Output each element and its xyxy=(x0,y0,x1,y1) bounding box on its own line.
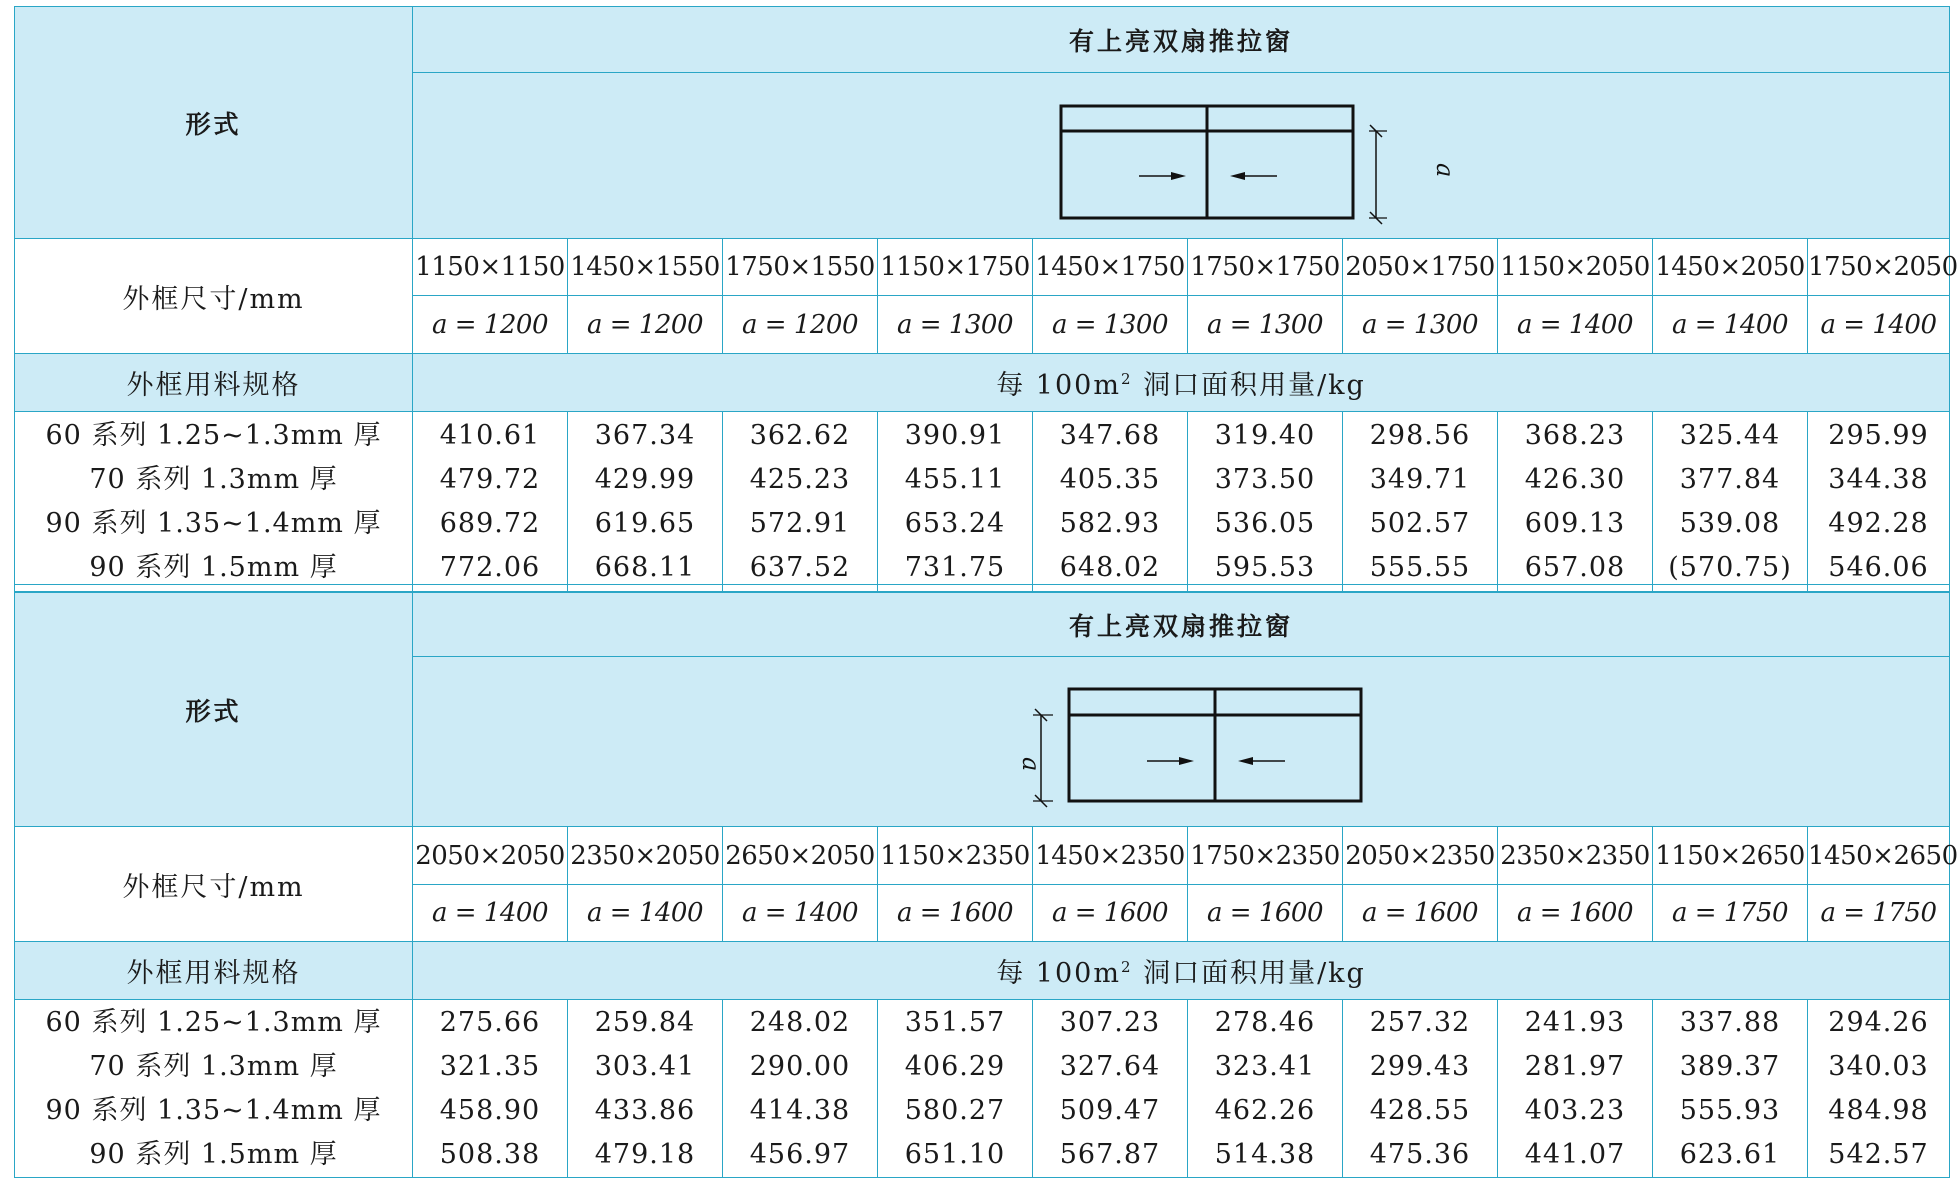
value-column: 278.46 323.41 462.26 514.38 xyxy=(1188,1000,1343,1178)
size-cell: 1450×2050 xyxy=(1653,239,1808,296)
series-label: 70 系列 1.3mm 厚 xyxy=(89,463,338,495)
value-column: 295.99 344.38 492.28 546.06 xyxy=(1808,412,1950,592)
a-value-cell: a = 1300 xyxy=(1033,296,1188,354)
a-value-cell: a = 1200 xyxy=(413,296,568,354)
a-value-cell: a = 1600 xyxy=(1498,885,1653,942)
size-cell: 1450×1550 xyxy=(568,239,723,296)
value-column: 319.40 373.50 536.05 595.53 xyxy=(1188,412,1343,592)
value-column: 390.91 455.11 653.24 731.75 xyxy=(878,412,1033,592)
value-column: 337.88 389.37 555.93 623.61 xyxy=(1653,1000,1808,1178)
value-column: 259.84 303.41 433.86 479.18 xyxy=(568,1000,723,1178)
frame-size-label: 外框尺寸/mm xyxy=(15,239,413,354)
a-value-cell: a = 1600 xyxy=(1188,885,1343,942)
window-table-2 xyxy=(14,592,1958,1178)
value-column: 347.68 405.35 582.93 648.02 xyxy=(1033,412,1188,592)
a-value-cell: a = 1750 xyxy=(1653,885,1808,942)
value-column: 275.66 321.35 458.90 508.38 xyxy=(413,1000,568,1178)
panel-divider xyxy=(14,584,1949,585)
value-column: 307.23 327.64 509.47 567.87 xyxy=(1033,1000,1188,1178)
size-cell: 2650×2050 xyxy=(723,827,878,885)
value-column: 257.32 299.43 428.55 475.36 xyxy=(1343,1000,1498,1178)
form-label: 形式 xyxy=(15,7,413,239)
size-cell: 2350×2050 xyxy=(568,827,723,885)
size-cell: 1750×2350 xyxy=(1188,827,1343,885)
value-column: 298.56 349.71 502.57 555.55 xyxy=(1343,412,1498,592)
series-label: 60 系列 1.25~1.3mm 厚 xyxy=(45,1006,382,1038)
size-cell: 2050×1750 xyxy=(1343,239,1498,296)
dim-label-a: a xyxy=(1017,756,1045,771)
value-column: 362.62 425.23 572.91 637.52 xyxy=(723,412,878,592)
series-label: 60 系列 1.25~1.3mm 厚 xyxy=(45,419,382,451)
window-table-1 xyxy=(14,6,1958,592)
series-column xyxy=(15,1000,413,1178)
a-value-cell: a = 1300 xyxy=(1343,296,1498,354)
value-column: 368.23 426.30 609.13 657.08 xyxy=(1498,412,1653,592)
a-value-cell: a = 1600 xyxy=(1033,885,1188,942)
value-column: 241.93 281.97 403.23 441.07 xyxy=(1498,1000,1653,1178)
frame-size-label: 外框尺寸/mm xyxy=(15,827,413,942)
size-cell: 1450×1750 xyxy=(1033,239,1188,296)
value-column: 248.02 290.00 414.38 456.97 xyxy=(723,1000,878,1178)
a-value-cell: a = 1400 xyxy=(1498,296,1653,354)
value-column: 351.57 406.29 580.27 651.10 xyxy=(878,1000,1033,1178)
window-type-title: 有上亮双扇推拉窗 xyxy=(413,7,1950,73)
usage-label: 每 $100m^2$ 洞口面积用量/kg xyxy=(413,942,1950,1000)
a-value-cell: a = 1400 xyxy=(1808,296,1950,354)
size-cell: 1450×2350 xyxy=(1033,827,1188,885)
series-label: 90 系列 1.35~1.4mm 厚 xyxy=(45,507,382,539)
a-value-cell: a = 1400 xyxy=(1653,296,1808,354)
size-cell: 2050×2350 xyxy=(1343,827,1498,885)
series-label: 70 系列 1.3mm 厚 xyxy=(89,1050,338,1082)
a-value-cell: a = 1300 xyxy=(878,296,1033,354)
series-label: 90 系列 1.35~1.4mm 厚 xyxy=(45,1094,382,1126)
a-value-cell: a = 1400 xyxy=(723,885,878,942)
size-cell: 1150×1150 xyxy=(413,239,568,296)
size-cell: 2350×2350 xyxy=(1498,827,1653,885)
size-cell: 1750×1550 xyxy=(723,239,878,296)
size-cell: 1450×2650 xyxy=(1808,827,1950,885)
value-column: 325.44 377.84 539.08 (570.75) xyxy=(1653,412,1808,592)
size-cell: 1150×2350 xyxy=(878,827,1033,885)
material-spec-label: 外框用料规格 xyxy=(15,942,413,1000)
window-diagram xyxy=(413,657,1950,827)
value-column: 294.26 340.03 484.98 542.57 xyxy=(1808,1000,1950,1178)
value-column: 367.34 429.99 619.65 668.11 xyxy=(568,412,723,592)
usage-label: 每 $100m^2$ 洞口面积用量/kg xyxy=(413,354,1950,412)
material-spec-label: 外框用料规格 xyxy=(15,354,413,412)
size-cell: 1150×2050 xyxy=(1498,239,1653,296)
form-label: 形式 xyxy=(15,593,413,827)
series-column xyxy=(15,412,413,592)
window-diagram xyxy=(413,73,1950,239)
sliding-window-dim-right-icon xyxy=(1001,91,1459,221)
a-value-cell: a = 1400 xyxy=(568,885,723,942)
size-cell: 1750×1750 xyxy=(1188,239,1343,296)
size-cell: 1150×1750 xyxy=(878,239,1033,296)
series-label: 90 系列 1.5mm 厚 xyxy=(89,551,338,583)
a-value-cell: a = 1600 xyxy=(1343,885,1498,942)
series-label: 90 系列 1.5mm 厚 xyxy=(89,1138,338,1170)
a-value-cell: a = 1600 xyxy=(878,885,1033,942)
size-cell: 1750×2050 xyxy=(1808,239,1950,296)
a-value-cell: a = 1200 xyxy=(723,296,878,354)
a-value-cell: a = 1300 xyxy=(1188,296,1343,354)
size-cell: 1150×2650 xyxy=(1653,827,1808,885)
a-value-cell: a = 1400 xyxy=(413,885,568,942)
a-value-cell: a = 1200 xyxy=(568,296,723,354)
size-cell: 2050×2050 xyxy=(413,827,568,885)
sliding-window-dim-left-icon xyxy=(1001,677,1361,807)
value-column: 410.61 479.72 689.72 772.06 xyxy=(413,412,568,592)
a-value-cell: a = 1750 xyxy=(1808,885,1950,942)
dim-label-a: a xyxy=(1431,162,1459,177)
window-type-title: 有上亮双扇推拉窗 xyxy=(413,593,1950,657)
